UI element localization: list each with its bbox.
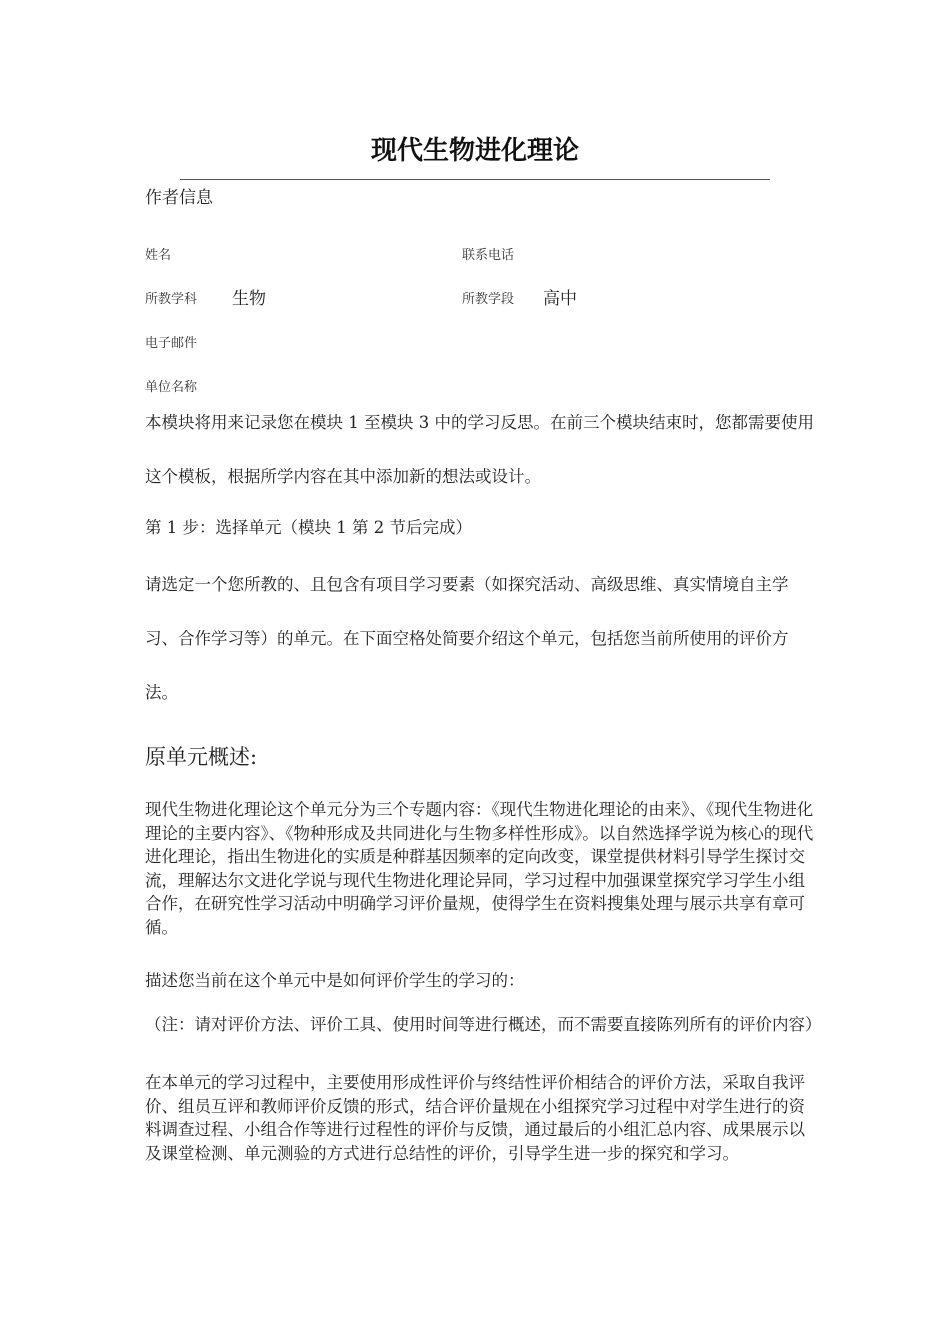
assessment-answer: 在本单元的学习过程中，主要使用形成性评价与终结性评价相结合的评价方法，采取自我评价、组员互评和教师评价反馈的形式，结合评价量规在小组探究学习过程中对学生进行的资料调查过程、小组合作等进行过程性的评价与反馈，通过最后的小组汇总内容、成果展示以及课堂检测、单元测验的方式进行总结性的评价，引导学生进一步的探究和学习。 <box>145 1073 805 1163</box>
assessment-note: （注：请对评价方法、评价工具、使用时间等进行概述，而不需要直接陈列所有的评价内容） <box>145 1015 822 1034</box>
phone-label: 联系电话 <box>462 248 515 263</box>
intro-paragraph: 本模块将用来记录您在模块 1 至模块 3 中的学习反思。在前三个模块结束时，您都需要使用这个模板，根据所学内容在其中添加新的想法或设计。 <box>145 413 814 486</box>
stage-value: 高中 <box>543 289 577 309</box>
step1-heading: 第 1 步：选择单元（模块 1 第 2 节后完成） <box>145 518 472 537</box>
subject-value: 生物 <box>232 289 266 309</box>
author-section-heading: 作者信息 <box>145 188 213 208</box>
overview-text: 现代生物进化理论这个单元分为三个专题内容：《现代生物进化理论的由来》、《现代生物进化理论的主要内容》、《物种形成及共同进化与生物多样性形成》。以自然选择学说为核心的现代进化理论，指出生物进化的实质是种群基因频率的定向改变，课堂提供材料引导学生探讨交流，理解达尔文进化学说与现代生物进化理论异同，学习过程中加强课堂探究学习学生小组合作，在研究性学习活动中明确学习评价量规，使得学生在资料搜集处理与展示共享有章可循。 <box>145 800 814 937</box>
step1-description: 请选定一个您所教的、且包含有项目学习要素（如探究活动、高级思维、真实情境自主学习、合作学习等）的单元。在下面空格处简要介绍这个单元，包括您当前所使用的评价方法。 <box>145 575 789 702</box>
org-label: 单位名称 <box>145 380 198 395</box>
assessment-question: 描述您当前在这个单元中是如何评价学生的学习的： <box>145 971 525 990</box>
name-label: 姓名 <box>145 248 172 263</box>
overview-heading: 原单元概述: <box>145 745 258 769</box>
subject-label: 所教学科 <box>145 292 198 307</box>
title-underline <box>180 179 770 180</box>
stage-label: 所教学段 <box>462 292 515 307</box>
email-label: 电子邮件 <box>145 336 198 351</box>
document-title: 现代生物进化理论 <box>370 136 579 166</box>
